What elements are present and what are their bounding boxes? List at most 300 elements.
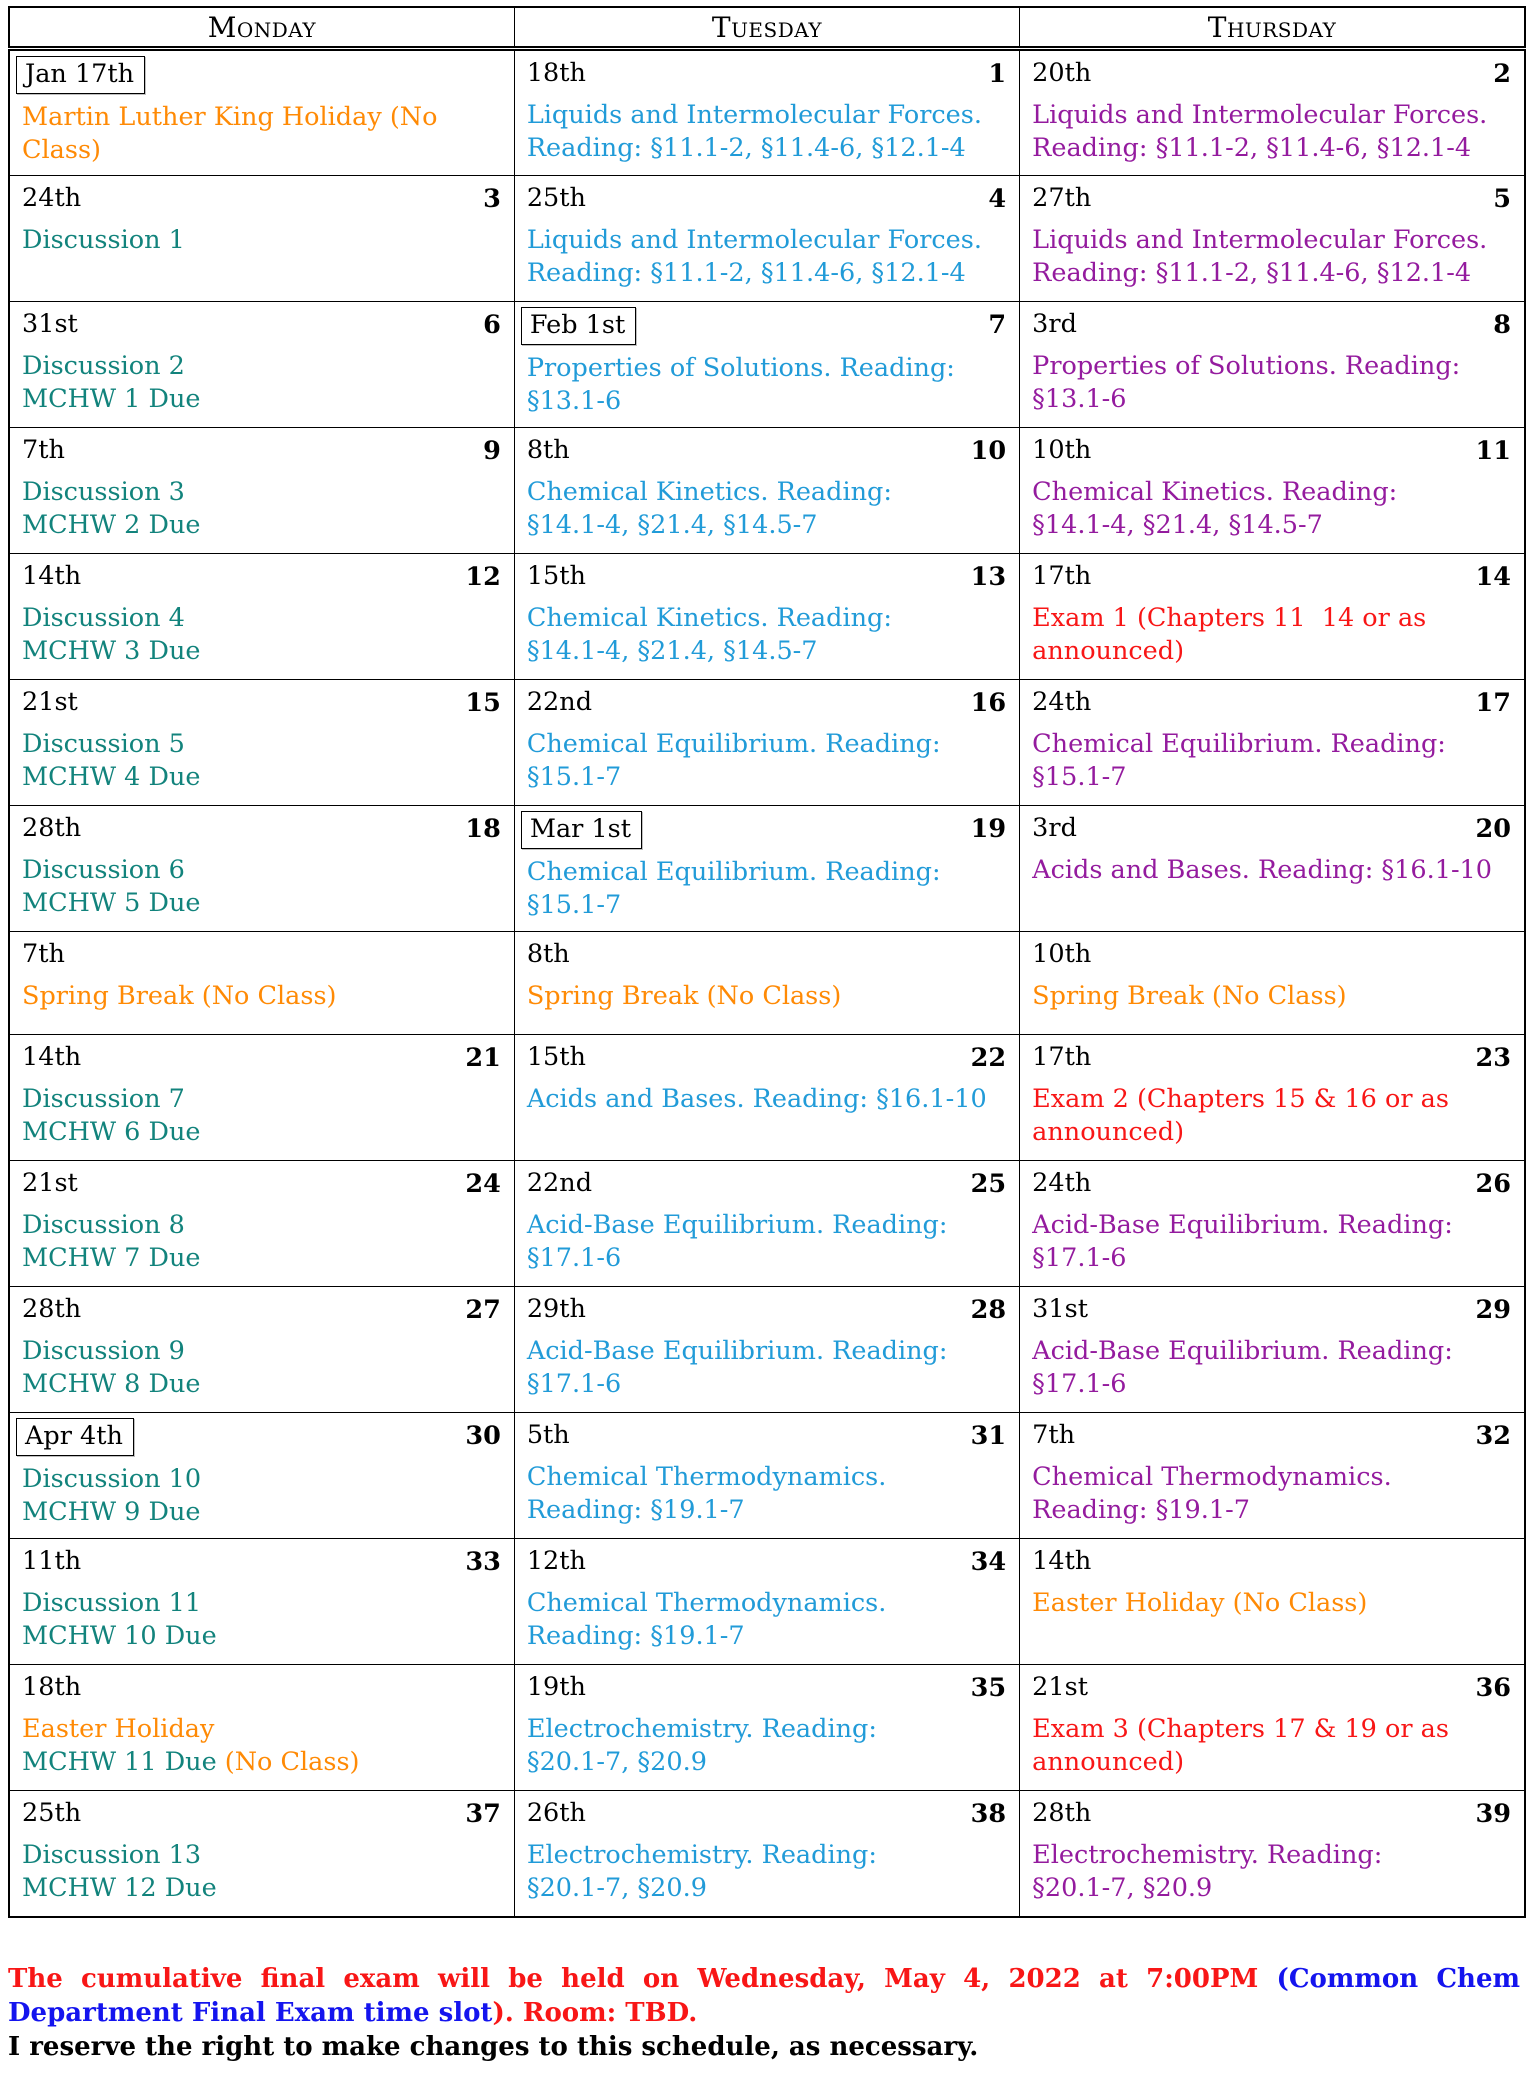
- class-number: 21: [465, 1043, 501, 1073]
- date-label: 28th: [22, 813, 82, 843]
- event-line: [22, 761, 501, 794]
- event-text: Reading: §19.1-7: [1032, 1495, 1250, 1525]
- day-cell: [514, 1665, 1019, 1791]
- class-number: 25: [970, 1169, 1007, 1199]
- date-row: [527, 309, 1006, 345]
- event-text: MCHW 6 Due: [22, 1117, 201, 1147]
- date-row: [1032, 183, 1511, 217]
- event-line: [22, 1746, 501, 1779]
- class-number: 3: [483, 184, 501, 214]
- date-label: 14th: [1032, 1546, 1092, 1576]
- event-text: Exam 1 (Chapters 11 14 or as: [1032, 603, 1427, 633]
- column-header-monday: Monday: [9, 7, 514, 49]
- date-row: [22, 1168, 501, 1202]
- day-cell: [514, 302, 1019, 428]
- class-number: 10: [970, 436, 1007, 466]
- event-line: [1032, 1587, 1511, 1620]
- event-text: §15.1-7: [526, 762, 622, 792]
- event-text: Discussion 5: [22, 729, 185, 759]
- event-line: [22, 134, 501, 167]
- event-text: MCHW 2 Due: [22, 510, 201, 540]
- event-line: [22, 1839, 501, 1872]
- event-text: MCHW 4 Due: [22, 762, 201, 792]
- event-text: Exam 2 (Chapters 15 & 16 or as: [1032, 1084, 1449, 1114]
- week-row: [9, 554, 1525, 680]
- event-text: Discussion 9: [22, 1336, 185, 1366]
- date-row: [527, 1168, 1006, 1202]
- event-line: [1032, 476, 1511, 509]
- class-number: 34: [970, 1547, 1007, 1577]
- date-row: [22, 1798, 501, 1832]
- day-cell: [1020, 932, 1525, 1035]
- class-number: 23: [1475, 1043, 1511, 1073]
- event-line: [22, 1872, 501, 1905]
- event-line: [1032, 509, 1511, 542]
- date-row: [22, 939, 501, 973]
- event-line: [22, 350, 501, 383]
- event-text: announced): [1032, 1747, 1185, 1777]
- day-cell: [514, 1287, 1019, 1413]
- event-text: §14.1-4, §21.4, §14.5-7: [526, 510, 818, 540]
- event-line: [527, 257, 1006, 290]
- event-text: Properties of Solutions. Reading:: [526, 353, 955, 383]
- day-cell: [514, 176, 1019, 302]
- event-line: [527, 1335, 1006, 1368]
- event-text: Reading: §19.1-7: [526, 1495, 745, 1525]
- footer-text: The cumulative final exam will be held on Wednesday, May 4, 2022 at 7:00PM: [8, 1963, 1277, 1994]
- event-text: Discussion 6: [22, 855, 185, 885]
- event-line: [527, 889, 1006, 922]
- event-text: Acid-Base Equilibrium. Reading:: [1032, 1210, 1453, 1240]
- footer-line: [8, 2030, 1520, 2064]
- day-cell: [1020, 680, 1525, 806]
- date-row: [22, 1546, 501, 1580]
- date-label: 10th: [1032, 435, 1092, 465]
- week-row: [9, 1791, 1525, 1917]
- event-line: [527, 1368, 1006, 1401]
- event-line: [1032, 99, 1511, 132]
- week-row: [9, 680, 1525, 806]
- event-line: [1032, 1083, 1511, 1116]
- event-text: MCHW 11 Due: [22, 1747, 217, 1777]
- event-line: [1032, 1116, 1511, 1149]
- event-line: [22, 980, 501, 1013]
- event-line: [527, 385, 1006, 418]
- event-text: Reading: §11.1-2, §11.4-6, §12.1-4: [526, 133, 966, 163]
- event-text: Acid-Base Equilibrium. Reading:: [526, 1210, 948, 1240]
- class-number: 13: [970, 562, 1007, 592]
- class-number: 37: [465, 1799, 501, 1829]
- event-text: Discussion 10: [22, 1464, 202, 1494]
- day-cell: [9, 428, 514, 554]
- event-text: Discussion 4: [22, 603, 185, 633]
- date-row: [22, 1042, 501, 1076]
- date-label: 28th: [1032, 1798, 1092, 1828]
- event-line: [1032, 1839, 1511, 1872]
- class-number: 11: [1475, 436, 1511, 466]
- event-text: Reading: §11.1-2, §11.4-6, §12.1-4: [1032, 258, 1472, 288]
- event-line: [1032, 1872, 1511, 1905]
- class-number: 6: [483, 310, 501, 340]
- day-cell: [514, 428, 1019, 554]
- event-text: §15.1-7: [1032, 762, 1127, 792]
- date-row: [22, 813, 501, 847]
- day-cell: [9, 1791, 514, 1917]
- event-line: [527, 1620, 1006, 1653]
- day-cell: [9, 806, 514, 932]
- date-label: 3rd: [1032, 813, 1077, 843]
- event-line: [527, 761, 1006, 794]
- day-cell: [1020, 1665, 1525, 1791]
- event-line: [22, 1242, 501, 1275]
- event-text: §13.1-6: [526, 386, 622, 416]
- event-text: §20.1-7, §20.9: [1032, 1873, 1213, 1903]
- class-number: 5: [1493, 184, 1511, 214]
- day-cell: [514, 680, 1019, 806]
- date-row: [22, 687, 501, 721]
- class-number: 22: [970, 1043, 1007, 1073]
- event-line: [527, 476, 1006, 509]
- class-number: 31: [970, 1421, 1007, 1451]
- class-number: 32: [1475, 1421, 1511, 1451]
- event-text: Electrochemistry. Reading:: [1032, 1840, 1383, 1870]
- event-text: §17.1-6: [1032, 1243, 1127, 1273]
- date-row: [527, 435, 1006, 469]
- class-number: 14: [1475, 562, 1511, 592]
- event-line: [1032, 383, 1511, 416]
- week-row: [9, 806, 1525, 932]
- event-line: [1032, 761, 1511, 794]
- date-row: [1032, 1168, 1511, 1202]
- event-line: [22, 1083, 501, 1116]
- event-text: §14.1-4, §21.4, §14.5-7: [1032, 510, 1323, 540]
- event-line: [1032, 350, 1511, 383]
- footer-line: [8, 1962, 1520, 1996]
- day-cell: [514, 1791, 1019, 1917]
- day-cell: [1020, 1035, 1525, 1161]
- event-line: [527, 1494, 1006, 1527]
- event-line: [1032, 1746, 1511, 1779]
- day-cell: [1020, 1161, 1525, 1287]
- event-text: Liquids and Intermolecular Forces.: [526, 100, 982, 130]
- event-line: [527, 1839, 1006, 1872]
- day-cell: [1020, 1413, 1525, 1539]
- date-label: 31st: [22, 309, 78, 339]
- event-text: Acids and Bases. Reading: §16.1-10: [526, 1084, 987, 1114]
- event-line: [1032, 1461, 1511, 1494]
- event-text: MCHW 9 Due: [22, 1497, 201, 1527]
- event-text: Spring Break (No Class): [22, 981, 337, 1011]
- column-header-tuesday: Tuesday: [514, 7, 1019, 49]
- schedule-table: [8, 6, 1526, 1918]
- date-row: [527, 813, 1006, 849]
- date-row: [22, 1420, 501, 1456]
- event-line: [22, 728, 501, 761]
- event-line: [527, 1872, 1006, 1905]
- event-line: [1032, 257, 1511, 290]
- date-label: 14th: [22, 1042, 82, 1072]
- date-row: [22, 58, 501, 94]
- event-line: [22, 224, 501, 257]
- day-cell: [9, 302, 514, 428]
- date-label: 15th: [526, 1042, 586, 1072]
- class-number: 19: [970, 814, 1007, 844]
- day-cell: [1020, 1287, 1525, 1413]
- event-text: Discussion 11: [22, 1588, 202, 1618]
- event-text: MCHW 10 Due: [22, 1621, 217, 1651]
- event-text: Exam 3 (Chapters 17 & 19 or as: [1032, 1714, 1449, 1744]
- date-row: [1032, 939, 1511, 973]
- week-row: [9, 176, 1525, 302]
- day-cell: [514, 932, 1019, 1035]
- event-line: [22, 1335, 501, 1368]
- event-text: Chemical Equilibrium. Reading:: [1032, 729, 1446, 759]
- day-cell: [1020, 49, 1525, 176]
- day-cell: [9, 680, 514, 806]
- event-line: [1032, 132, 1511, 165]
- event-line: [1032, 1368, 1511, 1401]
- event-text: Reading: §11.1-2, §11.4-6, §12.1-4: [526, 258, 966, 288]
- event-line: [527, 1587, 1006, 1620]
- day-cell: [9, 176, 514, 302]
- event-line: [1032, 602, 1511, 635]
- day-cell: [9, 1161, 514, 1287]
- event-line: [22, 1209, 501, 1242]
- day-cell: [9, 49, 514, 176]
- event-text: Discussion 3: [22, 477, 185, 507]
- footer-text: Department Final Exam time slot: [8, 1997, 493, 2028]
- event-line: [22, 1116, 501, 1149]
- event-text: (No Class): [216, 1747, 360, 1777]
- event-line: [1032, 635, 1511, 668]
- class-number: 15: [465, 688, 501, 718]
- date-row: [527, 939, 1006, 973]
- event-text: Reading: §11.1-2, §11.4-6, §12.1-4: [1032, 133, 1472, 163]
- event-line: [527, 602, 1006, 635]
- event-text: Chemical Kinetics. Reading:: [1032, 477, 1398, 507]
- date-row: [1032, 1546, 1511, 1580]
- class-number: 7: [988, 310, 1007, 340]
- class-number: 27: [465, 1295, 501, 1325]
- class-number: 9: [483, 436, 501, 466]
- date-row: [1032, 561, 1511, 595]
- date-label: 21st: [1032, 1672, 1088, 1702]
- class-number: 20: [1475, 814, 1511, 844]
- date-label: 7th: [1032, 1420, 1076, 1450]
- day-cell: [1020, 1539, 1525, 1665]
- boxed-month-start-date: Apr 4th: [16, 1418, 134, 1456]
- event-line: [22, 1620, 501, 1653]
- date-row: [527, 1546, 1006, 1580]
- date-label: 17th: [1032, 1042, 1092, 1072]
- event-text: Chemical Kinetics. Reading:: [526, 603, 892, 633]
- date-label: 22nd: [526, 1168, 593, 1198]
- day-cell: [1020, 302, 1525, 428]
- date-row: [527, 1420, 1006, 1454]
- date-label: 10th: [1032, 939, 1092, 969]
- date-row: [1032, 1294, 1511, 1328]
- class-number: 18: [465, 814, 501, 844]
- class-number: 28: [970, 1295, 1007, 1325]
- date-label: 11th: [22, 1546, 82, 1576]
- date-row: [1032, 1798, 1511, 1832]
- event-text: §20.1-7, §20.9: [526, 1873, 707, 1903]
- event-text: announced): [1032, 636, 1185, 666]
- day-cell: [514, 806, 1019, 932]
- event-text: Reading: §19.1-7: [526, 1621, 745, 1651]
- event-line: [22, 1587, 501, 1620]
- event-line: [527, 1713, 1006, 1746]
- event-text: §20.1-7, §20.9: [526, 1747, 707, 1777]
- day-cell: [1020, 1791, 1525, 1917]
- date-label: 24th: [22, 183, 82, 213]
- day-cell: [514, 1161, 1019, 1287]
- event-line: [1032, 1713, 1511, 1746]
- day-cell: [9, 1665, 514, 1791]
- event-text: Chemical Equilibrium. Reading:: [526, 857, 941, 887]
- class-number: 8: [1493, 310, 1511, 340]
- event-text: §17.1-6: [526, 1369, 622, 1399]
- day-cell: [1020, 806, 1525, 932]
- event-line: [22, 476, 501, 509]
- date-row: [527, 1798, 1006, 1832]
- date-label: 20th: [1032, 58, 1092, 88]
- date-label: 17th: [1032, 561, 1092, 591]
- date-label: 31st: [1032, 1294, 1088, 1324]
- date-label: 8th: [526, 939, 570, 969]
- class-number: 17: [1475, 688, 1511, 718]
- event-text: Chemical Thermodynamics.: [526, 1588, 887, 1618]
- date-label: 7th: [22, 939, 65, 969]
- event-line: [527, 1461, 1006, 1494]
- day-cell: [1020, 176, 1525, 302]
- event-text: Acids and Bases. Reading: §16.1-10: [1032, 855, 1493, 885]
- class-number: 30: [465, 1421, 501, 1451]
- day-cell: [1020, 554, 1525, 680]
- event-line: [22, 854, 501, 887]
- date-row: [527, 58, 1006, 92]
- week-row: [9, 932, 1525, 1035]
- event-text: Acid-Base Equilibrium. Reading:: [1032, 1336, 1453, 1366]
- event-line: [22, 1463, 501, 1496]
- event-text: Class): [22, 135, 101, 165]
- date-row: [527, 1042, 1006, 1076]
- date-label: 15th: [526, 561, 586, 591]
- class-number: 35: [970, 1673, 1007, 1703]
- event-text: Spring Break (No Class): [1032, 981, 1347, 1011]
- column-header-thursday: Thursday: [1020, 7, 1525, 49]
- date-label: 21st: [22, 687, 78, 717]
- date-row: [527, 687, 1006, 721]
- date-label: 18th: [22, 1672, 82, 1702]
- event-text: MCHW 5 Due: [22, 888, 201, 918]
- event-text: Spring Break (No Class): [526, 981, 842, 1011]
- day-cell: [1020, 428, 1525, 554]
- class-number: 1: [988, 59, 1007, 89]
- event-line: [22, 1496, 501, 1529]
- event-text: MCHW 12 Due: [22, 1873, 217, 1903]
- date-row: [1032, 687, 1511, 721]
- day-cell: [514, 1539, 1019, 1665]
- day-cell: [514, 1413, 1019, 1539]
- date-label: 25th: [22, 1798, 82, 1828]
- event-text: Discussion 13: [22, 1840, 202, 1870]
- event-line: [1032, 1494, 1511, 1527]
- date-label: 25th: [526, 183, 586, 213]
- day-cell: [9, 1287, 514, 1413]
- date-label: 27th: [1032, 183, 1092, 213]
- event-line: [527, 132, 1006, 165]
- event-line: [527, 509, 1006, 542]
- event-line: [22, 383, 501, 416]
- event-text: §17.1-6: [526, 1243, 622, 1273]
- date-label: 3rd: [1032, 309, 1077, 339]
- date-row: [1032, 1672, 1511, 1706]
- class-number: 4: [988, 184, 1007, 214]
- event-text: Electrochemistry. Reading:: [526, 1714, 877, 1744]
- footer-text: (Common Chem: [1276, 1963, 1521, 1994]
- event-text: Liquids and Intermolecular Forces.: [1032, 100, 1488, 130]
- week-row: [9, 302, 1525, 428]
- week-row: [9, 49, 1525, 176]
- week-row: [9, 1539, 1525, 1665]
- boxed-month-start-date: Feb 1st: [521, 307, 636, 345]
- event-line: [1032, 728, 1511, 761]
- date-label: 7th: [22, 435, 65, 465]
- day-cell: [514, 554, 1019, 680]
- date-row: [1032, 309, 1511, 343]
- event-line: [22, 635, 501, 668]
- date-row: [1032, 1420, 1511, 1454]
- event-text: Properties of Solutions. Reading:: [1032, 351, 1461, 381]
- event-line: [1032, 1335, 1511, 1368]
- date-row: [1032, 58, 1511, 92]
- week-row: [9, 1035, 1525, 1161]
- date-row: [527, 1294, 1006, 1328]
- class-number: 16: [970, 688, 1007, 718]
- week-row: [9, 1413, 1525, 1539]
- event-text: Chemical Kinetics. Reading:: [526, 477, 892, 507]
- event-line: [527, 1083, 1006, 1116]
- footer-notes: [8, 1962, 1520, 2064]
- date-row: [22, 561, 501, 595]
- week-row: [9, 428, 1525, 554]
- day-cell: [9, 1539, 514, 1665]
- event-line: [527, 728, 1006, 761]
- day-cell: [9, 554, 514, 680]
- date-label: 8th: [526, 435, 570, 465]
- date-label: 28th: [22, 1294, 82, 1324]
- event-line: [22, 1713, 501, 1746]
- day-cell: [9, 1413, 514, 1539]
- day-cell: [9, 1035, 514, 1161]
- class-number: 2: [1493, 59, 1511, 89]
- event-line: [1032, 1242, 1511, 1275]
- date-label: 14th: [22, 561, 82, 591]
- event-line: [527, 1209, 1006, 1242]
- class-number: 36: [1475, 1673, 1511, 1703]
- event-text: Martin Luther King Holiday (No: [22, 102, 438, 132]
- event-text: §15.1-7: [526, 890, 622, 920]
- day-cell: [514, 1035, 1019, 1161]
- event-text: MCHW 1 Due: [22, 384, 201, 414]
- class-number: 26: [1475, 1169, 1511, 1199]
- boxed-month-start-date: Mar 1st: [521, 811, 642, 849]
- event-text: MCHW 3 Due: [22, 636, 201, 666]
- event-line: [22, 887, 501, 920]
- event-line: [1032, 854, 1511, 887]
- class-number: 12: [465, 562, 501, 592]
